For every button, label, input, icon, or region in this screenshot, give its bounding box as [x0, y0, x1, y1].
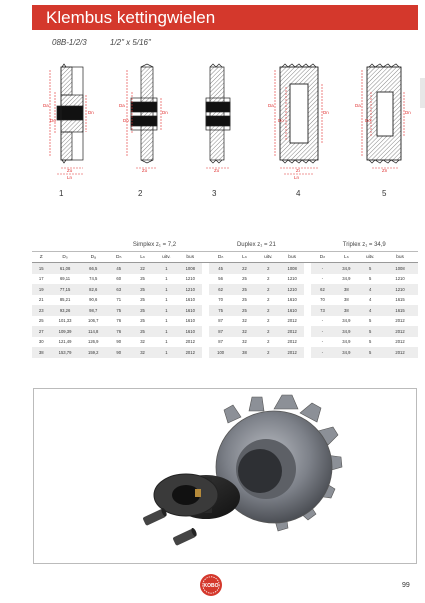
table-cell: 1210 — [280, 284, 304, 295]
col-header: Lₙ — [334, 252, 358, 263]
table-cell: 93,26 — [50, 305, 79, 316]
table-cell: - — [321, 276, 324, 282]
table-row — [32, 305, 418, 316]
table-cell: 1 — [154, 347, 178, 358]
table-row — [32, 263, 418, 274]
table-cell: 90 — [116, 339, 122, 345]
col-header: uitv. — [358, 252, 382, 263]
dim-zi-4: Zi — [296, 168, 300, 173]
drawing-3 — [206, 64, 230, 163]
table-cell: 25 — [233, 284, 257, 295]
dim-ln-1: Ln — [67, 175, 73, 180]
drawing-1 — [57, 64, 83, 163]
table-cell: 109,39 — [50, 326, 79, 337]
table-cell: 22 — [131, 263, 155, 274]
sprocket-table — [32, 238, 418, 358]
table-cell: 90 — [107, 347, 131, 358]
table-cell: 38 — [233, 347, 257, 358]
sprocket-wheel — [216, 395, 342, 531]
col-header: bus — [178, 252, 202, 263]
dim-zo-3: Zo — [214, 168, 220, 173]
table-cell: 34,9 — [342, 339, 351, 345]
table-cell: 2012 — [287, 339, 297, 345]
table-row — [32, 274, 418, 285]
table-cell: 21 — [38, 297, 44, 303]
dim-zo-2: Zo — [142, 168, 148, 173]
table-cell: 38 — [334, 305, 358, 316]
table-cell: 100 — [209, 347, 233, 358]
drawing-5 — [367, 64, 401, 163]
table-cell: 1610 — [178, 326, 202, 337]
table-cell: 76 — [116, 318, 122, 324]
table-cell: 32 — [242, 318, 247, 324]
table-cell: 126,9 — [87, 339, 99, 345]
table-cell: 66,5 — [80, 263, 107, 274]
table-cell: 2 — [267, 276, 270, 282]
table-cell: 1610 — [185, 318, 195, 324]
table-cell: 1 — [165, 318, 168, 324]
table-cell: 1610 — [287, 297, 297, 303]
table-row — [32, 326, 418, 337]
figure-label-1: 1 — [59, 189, 64, 198]
col-header: Lₙ — [131, 252, 155, 263]
table-cell: 2012 — [395, 339, 405, 345]
dim-zn-5: Zn — [382, 168, 388, 173]
edge-tab — [420, 78, 425, 108]
dim-do-4: Do — [278, 118, 284, 123]
table-cell: 34,9 — [334, 263, 358, 274]
sprocket-photo — [34, 389, 416, 563]
col-header: Dₙ — [209, 252, 233, 263]
table-cell: 90,6 — [89, 297, 98, 303]
dim-da-2: Da — [119, 103, 125, 108]
table-cell: 5 — [369, 318, 372, 324]
logo-text: KOBO — [203, 583, 219, 589]
table-cell: 5 — [358, 347, 382, 358]
table-cell: 1210 — [287, 276, 297, 282]
table-cell: 5 — [369, 276, 372, 282]
table-cell: 27 — [32, 326, 50, 337]
table-cell: 1615 — [382, 305, 418, 316]
table-cell: 2 — [267, 297, 270, 303]
table-cell: 60 — [116, 276, 122, 282]
table-cell: 1610 — [185, 297, 195, 303]
table-cell: 4 — [358, 284, 382, 295]
table-cell: 1210 — [178, 284, 202, 295]
table-cell: 25 — [140, 318, 145, 324]
table-cell: 153,79 — [50, 347, 79, 358]
table-cell: 34,9 — [334, 347, 358, 358]
table-cell: 34,9 — [342, 276, 351, 282]
table-cell: 2 — [256, 305, 280, 316]
table-cell: 56 — [218, 276, 223, 282]
table-cell: 5 — [358, 263, 382, 274]
table-cell: 1615 — [395, 297, 405, 303]
table-cell: 32 — [242, 339, 247, 345]
table-cell: 25 — [140, 276, 145, 282]
table-cell: 38 — [344, 297, 349, 303]
table-cell: 2012 — [395, 318, 405, 324]
table-cell: 1008 — [178, 263, 202, 274]
col-header: D₀ — [50, 252, 79, 263]
col-header: bus — [382, 252, 418, 263]
table-cell: 2012 — [287, 318, 297, 324]
table-cell: - — [311, 263, 335, 274]
table-cell: 106,7 — [87, 318, 99, 324]
table-cell: 73 — [311, 305, 335, 316]
table-cell: 2 — [256, 326, 280, 337]
product-photo-frame — [33, 388, 417, 564]
table-cell: 70 — [218, 297, 223, 303]
table-cell: 5 — [358, 326, 382, 337]
table-cell: 74,5 — [89, 276, 98, 282]
table-cell: 1008 — [382, 263, 418, 274]
dim-do-1: Do — [50, 118, 56, 123]
dim-da-4: Da — [268, 103, 274, 108]
table-row — [32, 295, 418, 306]
table-cell: 32 — [131, 347, 155, 358]
drawing-2 — [131, 64, 157, 163]
table-cell: 30 — [38, 339, 44, 345]
table-cell: 2 — [256, 284, 280, 295]
table-cell: 23 — [32, 305, 50, 316]
table-cell: 75 — [107, 305, 131, 316]
table-cell: 5 — [369, 339, 372, 345]
table-cell: 159,2 — [80, 347, 107, 358]
table-cell: 101,33 — [58, 318, 72, 324]
col-header: uitv. — [256, 252, 280, 263]
table-cell: 25 — [131, 326, 155, 337]
page-number: 99 — [402, 582, 410, 589]
table-cell: 87 — [218, 318, 223, 324]
table-cell: 4 — [369, 297, 372, 303]
table-cell: 71 — [116, 297, 122, 303]
table-cell: 2012 — [280, 326, 304, 337]
figure-label-2: 2 — [138, 189, 143, 198]
sprocket-drawings — [28, 62, 420, 192]
table-cell: 17 — [38, 276, 44, 282]
table-cell: 87 — [218, 339, 223, 345]
drawing-4 — [280, 64, 318, 163]
table-cell: 25 — [242, 297, 247, 303]
dim-dn-1: Dn — [88, 110, 94, 115]
table-cell: 1 — [154, 263, 178, 274]
table-cell: 62 — [311, 284, 335, 295]
dim-ln-4: Ln — [294, 175, 300, 180]
group-triplex: Triplex z₁ = 34,9 — [311, 238, 418, 252]
table-cell: 4 — [358, 305, 382, 316]
table-cell: - — [321, 339, 324, 345]
table-row — [32, 284, 418, 295]
table-cell: 69,11 — [59, 276, 71, 282]
table-cell: 25 — [38, 318, 44, 324]
table-cell: - — [311, 326, 335, 337]
table-row — [32, 316, 418, 327]
group-simplex: Simplex z₁ = 7,2 — [107, 238, 202, 252]
table-cell: 15 — [32, 263, 50, 274]
dim-dn-2: Dn — [162, 110, 168, 115]
table-cell: 2 — [256, 263, 280, 274]
figure-label-3: 3 — [212, 189, 217, 198]
table-cell: 25 — [233, 305, 257, 316]
table-cell: 25 — [140, 297, 145, 303]
dim-do-5: Do — [365, 118, 371, 123]
table-cell: 45 — [209, 263, 233, 274]
table-cell: 25 — [131, 305, 155, 316]
table-cell: 1210 — [185, 276, 195, 282]
table-cell: 1 — [165, 297, 168, 303]
table-cell: 25 — [131, 284, 155, 295]
table-cell: 87 — [209, 326, 233, 337]
dim-zo-1: Zo — [67, 168, 73, 173]
table-cell: 1610 — [280, 305, 304, 316]
table-cell: 98,7 — [80, 305, 107, 316]
table-cell: 77,15 — [50, 284, 79, 295]
kobo-logo — [199, 573, 223, 597]
table-cell: - — [311, 347, 335, 358]
table-cell: 1008 — [280, 263, 304, 274]
table-row — [32, 337, 418, 348]
table-cell: 1 — [154, 326, 178, 337]
group-duplex: Duplex z₁ = 21 — [209, 238, 304, 252]
table-cell: 2012 — [185, 339, 195, 345]
table-cell: 34,9 — [334, 326, 358, 337]
table-cell: 34,9 — [342, 318, 351, 324]
col-header: Lₙ — [233, 252, 257, 263]
table-cell: 1 — [154, 305, 178, 316]
dim-da-5: Da — [355, 103, 361, 108]
table-cell: 1 — [165, 276, 168, 282]
table-cell: 38 — [32, 347, 50, 358]
page-title: Klembus kettingwielen — [46, 8, 216, 27]
col-header: Dₙ — [107, 252, 131, 263]
table-cell: 121,49 — [58, 339, 72, 345]
table-cell: 2 — [267, 339, 270, 345]
figure-label-4: 4 — [296, 189, 301, 198]
chain-size: 1/2" x 5/16" — [110, 38, 151, 47]
title-bar — [32, 5, 418, 30]
dim-dn-5: Dn — [405, 110, 411, 115]
table-cell: 45 — [107, 263, 131, 274]
col-header: uitv. — [154, 252, 178, 263]
table-cell: 32 — [140, 339, 145, 345]
table-cell: 1210 — [382, 284, 418, 295]
table-cell: 1 — [165, 339, 168, 345]
table-cell: 82,6 — [80, 284, 107, 295]
chain-code: 08B-1/2/3 — [52, 38, 87, 47]
table-cell: 19 — [32, 284, 50, 295]
figure-label-5: 5 — [382, 189, 387, 198]
table-cell: 1610 — [178, 305, 202, 316]
table-cell: 25 — [242, 276, 247, 282]
table-cell: 70 — [320, 297, 325, 303]
table-row — [32, 347, 418, 358]
table-cell: 1 — [154, 284, 178, 295]
col-header: Dₐ — [80, 252, 107, 263]
taper-bush — [154, 474, 240, 519]
table-cell: 85,21 — [59, 297, 71, 303]
col-header: Dₙ — [311, 252, 335, 263]
table-cell: 22 — [233, 263, 257, 274]
col-header: Z — [32, 252, 50, 263]
dim-do-2: Do — [123, 118, 129, 123]
dim-da-1: Da — [43, 103, 49, 108]
table-cell: 1210 — [395, 276, 405, 282]
table-cell: 114,8 — [80, 326, 107, 337]
table-cell: 61,08 — [50, 263, 79, 274]
table-cell: 2012 — [382, 347, 418, 358]
table-cell: 2 — [267, 318, 270, 324]
dim-dn-4: Dn — [323, 110, 329, 115]
table-cell: 2012 — [382, 326, 418, 337]
table-cell: 38 — [334, 284, 358, 295]
table-cell: 76 — [107, 326, 131, 337]
table-body — [32, 263, 418, 358]
table-cell: 75 — [209, 305, 233, 316]
table-cell: 2 — [256, 347, 280, 358]
table-cell: 63 — [107, 284, 131, 295]
table-cell: 32 — [233, 326, 257, 337]
table-cell: - — [321, 318, 324, 324]
table-cell: 62 — [209, 284, 233, 295]
col-header: bus — [280, 252, 304, 263]
table-cell: 2012 — [178, 347, 202, 358]
table-cell: 2012 — [280, 347, 304, 358]
